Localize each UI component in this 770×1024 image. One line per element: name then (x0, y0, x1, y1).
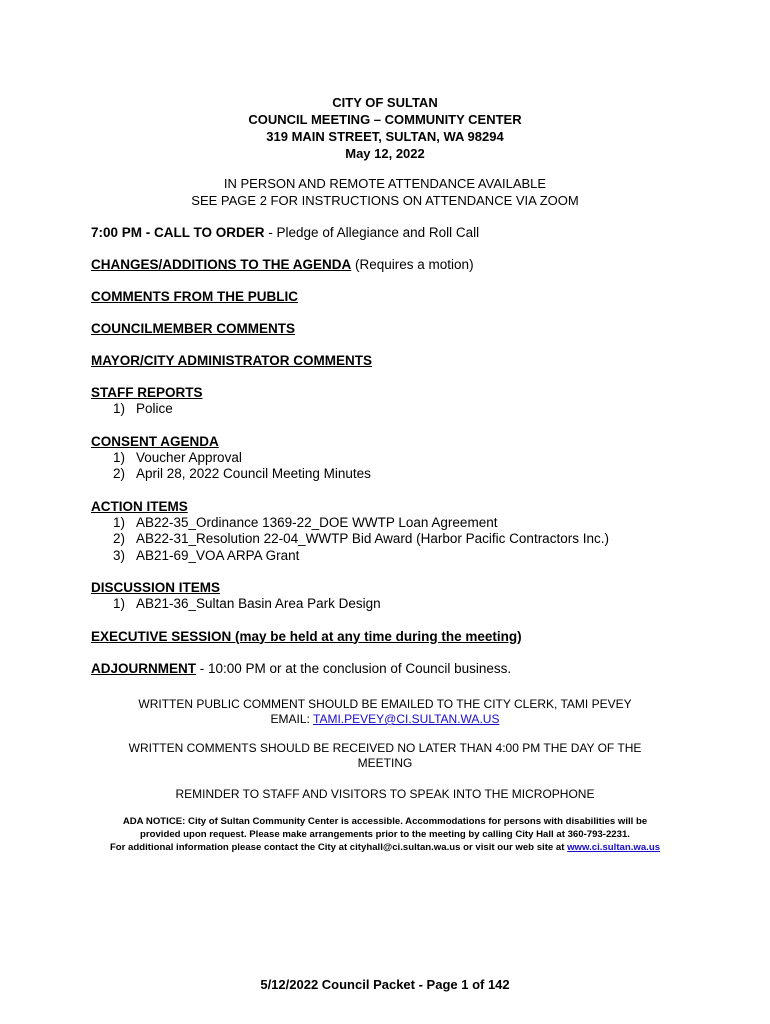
item-text: AB21-36_Sultan Basin Area Park Design (136, 596, 381, 611)
agenda-changes-text: (Requires a motion) (351, 257, 474, 272)
microphone-reminder: REMINDER TO STAFF AND VISITORS TO SPEAK INTO THE MICROPHONE (175, 787, 595, 801)
adjournment (91, 660, 691, 677)
city-name: CITY OF SULTAN (332, 95, 438, 110)
item-text: Voucher Approval (136, 449, 242, 465)
ada-line-3-text: For additional information please contact the City at cityhall@ci.sultan.wa.us or visit our web site at (109, 842, 568, 853)
call-to-order-label: 7:00 PM - CALL TO ORDER (91, 225, 265, 240)
list-item (113, 531, 691, 548)
item-number: 1) (113, 514, 126, 530)
meeting-location: COUNCIL MEETING – COMMUNITY CENTER (248, 112, 522, 127)
staff-reports-heading: STAFF REPORTS (91, 385, 203, 400)
staff-reports-section (91, 384, 691, 418)
staff-reports-list (91, 401, 691, 418)
attendance-line-2: SEE PAGE 2 FOR INSTRUCTIONS ON ATTENDANCE VIA ZOOM (191, 193, 579, 208)
call-to-order (91, 224, 691, 241)
deadline-line-1: WRITTEN COMMENTS SHOULD BE RECEIVED NO LATER THAN 4:00 PM THE DAY OF THE (128, 741, 642, 755)
ada-line-1: ADA NOTICE: City of Sultan Community Center is accessible. Accommodations for persons with disabilities will be (122, 816, 648, 827)
list-item (113, 596, 691, 613)
item-number: 3) (113, 547, 126, 563)
ada-notice (0, 815, 770, 854)
item-text: April 28, 2022 Council Meeting Minutes (136, 466, 371, 481)
list-item (113, 466, 691, 483)
agenda-body (91, 224, 691, 677)
mayor-comments-heading: MAYOR/CITY ADMINISTRATOR COMMENTS (91, 353, 373, 368)
item-number: 1) (113, 449, 126, 465)
agenda-header (0, 94, 770, 162)
meeting-date: May 12, 2022 (345, 146, 425, 161)
consent-agenda-list (91, 450, 691, 483)
deadline-notice (0, 741, 770, 771)
attendance-notice (0, 175, 770, 209)
written-comment-notice (0, 697, 770, 727)
executive-session-heading: EXECUTIVE SESSION (may be held at any time during the meeting) (91, 628, 522, 644)
email-label: EMAIL: (270, 712, 314, 726)
item-number: 2) (113, 466, 126, 481)
item-text: AB22-31_Resolution 22-04_WWTP Bid Award (Harbor Pacific Contractors Inc.) (136, 531, 609, 546)
action-items-heading: ACTION ITEMS (91, 498, 188, 514)
ada-line-3 (0, 841, 770, 854)
item-text: Police (136, 401, 173, 416)
meeting-address: 319 MAIN STREET, SULTAN, WA 98294 (266, 129, 504, 144)
ada-line-2: provided upon request. Please make arrangements prior to the meeting by calling City Hall at 360-793-2231. (140, 829, 630, 840)
item-number: 2) (113, 531, 126, 546)
item-text: AB22-35_Ordinance 1369-22_DOE WWTP Loan Agreement (136, 514, 498, 530)
call-to-order-text: - Pledge of Allegiance and Roll Call (264, 225, 480, 240)
clerk-email-link[interactable]: TAMI.PEVEY@CI.SULTAN.WA.US (313, 712, 500, 726)
item-number: 1) (113, 596, 126, 611)
councilmember-comments-heading: COUNCILMEMBER COMMENTS (91, 321, 295, 336)
deadline-line-2: MEETING (357, 756, 413, 770)
consent-agenda-section (91, 433, 691, 483)
agenda-changes-label: CHANGES/ADDITIONS TO THE AGENDA (91, 257, 352, 272)
page-footer: 5/12/2022 Council Packet - Page 1 of 142 (260, 977, 510, 992)
website-link[interactable]: www.ci.sultan.wa.us (567, 842, 661, 853)
list-item (113, 514, 691, 532)
adjournment-label: ADJOURNMENT (91, 660, 197, 676)
discussion-items-heading: DISCUSSION ITEMS (91, 580, 221, 595)
attendance-line-1: IN PERSON AND REMOTE ATTENDANCE AVAILABLE (223, 176, 547, 191)
action-items-section (91, 498, 691, 565)
list-item (113, 401, 691, 418)
consent-agenda-heading: CONSENT AGENDA (91, 433, 219, 449)
discussion-items-section (91, 579, 691, 613)
item-text: AB21-69_VOA ARPA Grant (136, 547, 300, 563)
discussion-items-list (91, 596, 691, 613)
item-number: 1) (113, 401, 126, 416)
list-item (113, 449, 691, 467)
agenda-changes (91, 256, 691, 273)
action-items-list (91, 515, 691, 565)
adjournment-text: - 10:00 PM or at the conclusion of Council business. (196, 660, 512, 676)
list-item (113, 547, 691, 565)
written-comment-text: WRITTEN PUBLIC COMMENT SHOULD BE EMAILED TO THE CITY CLERK, TAMI PEVEY (138, 697, 632, 711)
public-comments-heading: COMMENTS FROM THE PUBLIC (91, 289, 298, 304)
email-line (0, 712, 770, 727)
